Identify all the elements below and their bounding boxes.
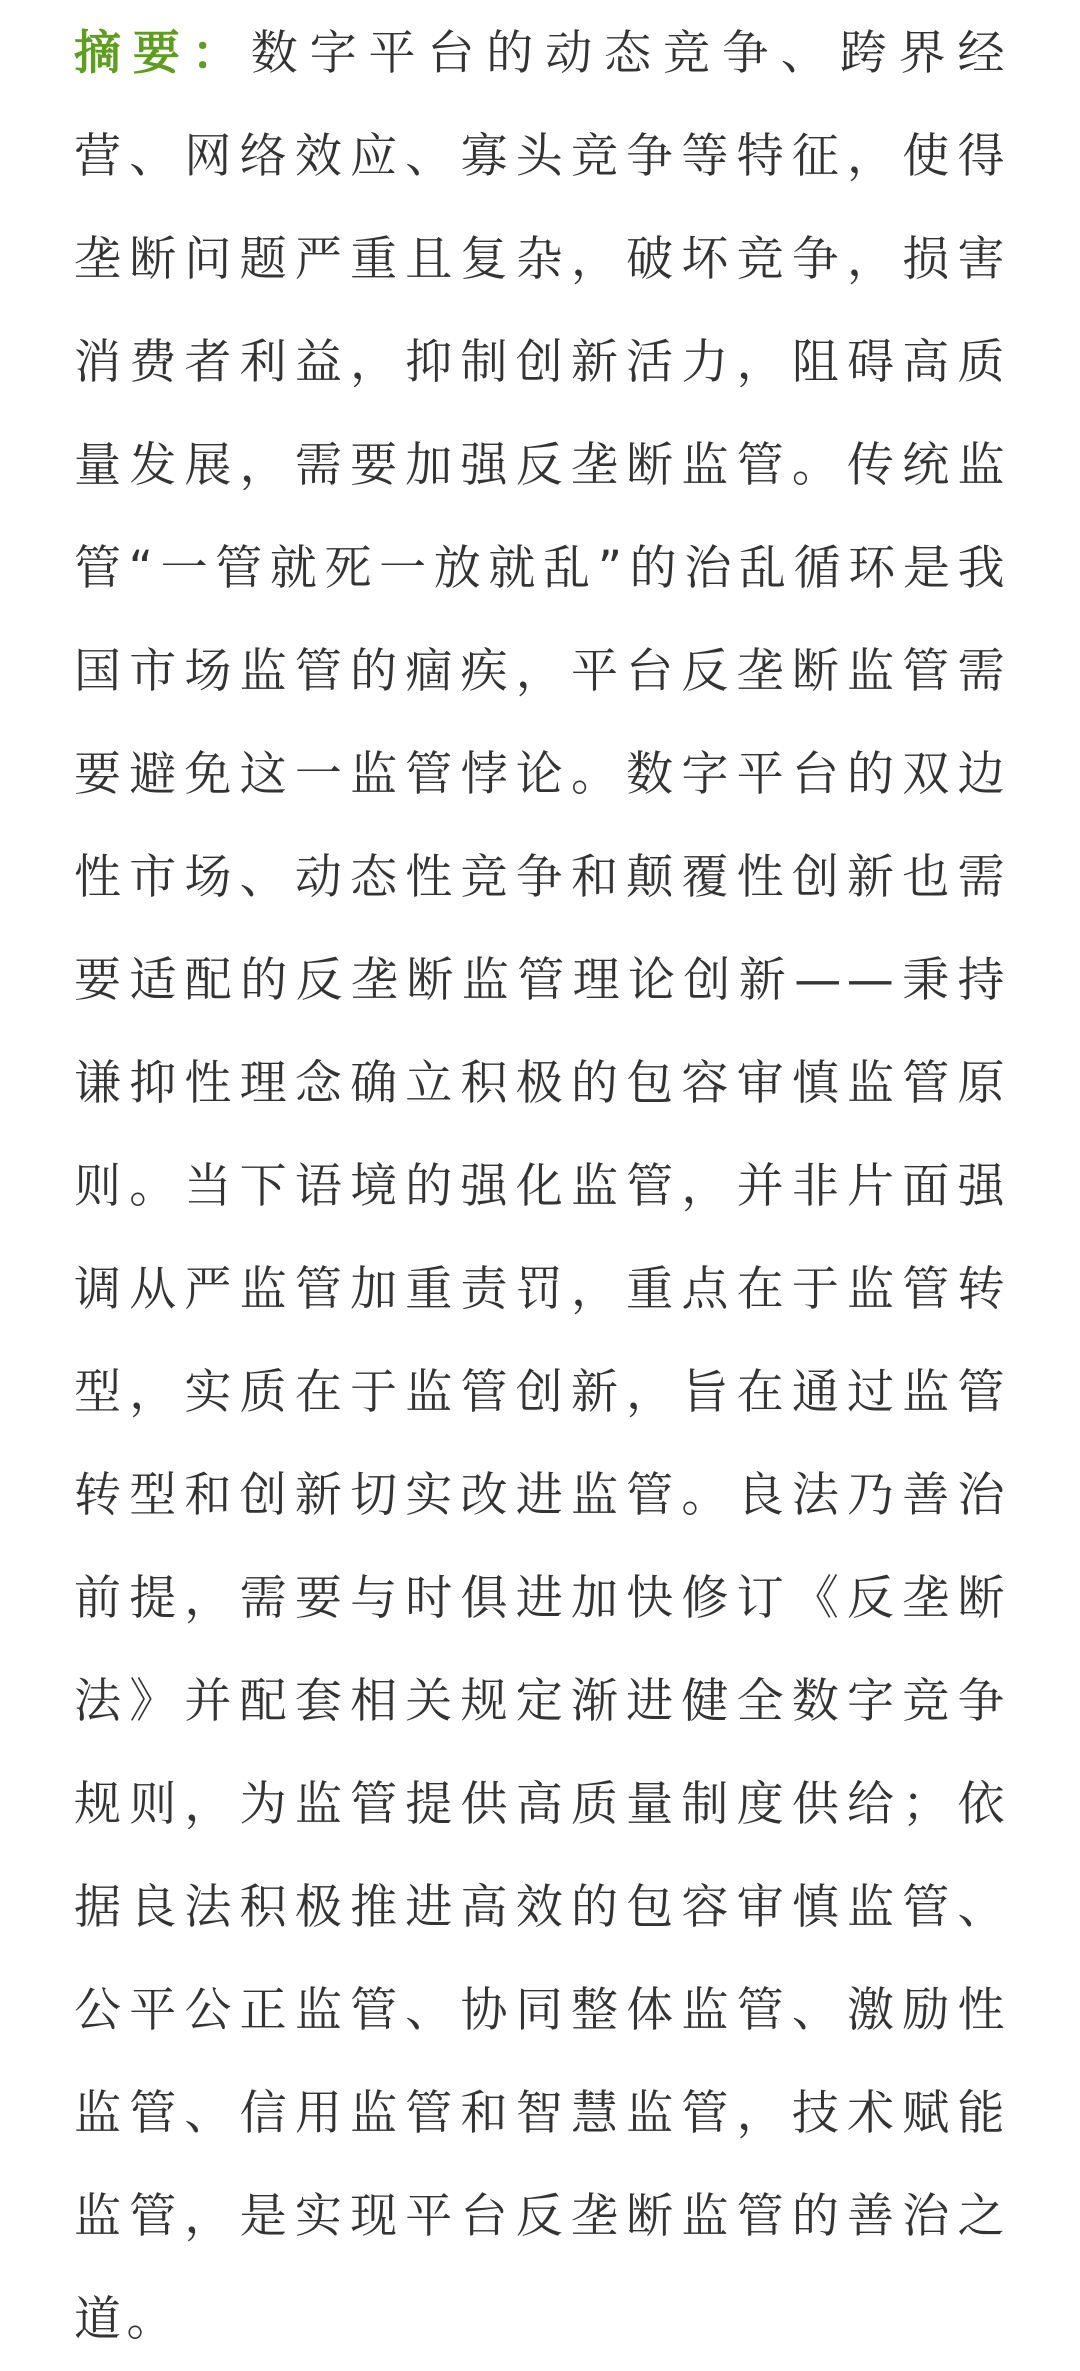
abstract-text: 数字平台的动态竞争、跨界经营、网络效应、寡头竞争等特征，使得垄断问题严重且复杂，破坏竞争，损害消费者利益，抑制创新活力，阻碍高质量发展，需要加强反垄断监管。传统监管“一管就死一放就乱”的治乱循环是我国市场监管的痼疾，平台反垄断监管需要避免这一监管悖论。数字平台的双边性市场、动态性竞争和颠覆性创新也需要适配的反垄断监管理论创新——秉持谦抑性理念确立积极的包容审慎监管原则。当下语境的强化监管，并非片面强调从严监管加重责罚，重点在于监管转型，实质在于监管创新，旨在通过监管转型和创新切实改进监管。良法乃善治前提，需要与时俱进加快修订《反垄断法》并配套相关规定渐进健全数字竞争规则，为监管提供高质量制度供给；依据良法积极推进高效的包容审慎监管、公平公正监管、协同整体监管、激励性监管、信用监管和智慧监管，技术赋能监管，是实现平台反垄断监管的善治之道。 (74, 26, 1011, 2347)
abstract-label: 摘要： (74, 26, 251, 81)
abstract-paragraph (74, 0, 1010, 2371)
